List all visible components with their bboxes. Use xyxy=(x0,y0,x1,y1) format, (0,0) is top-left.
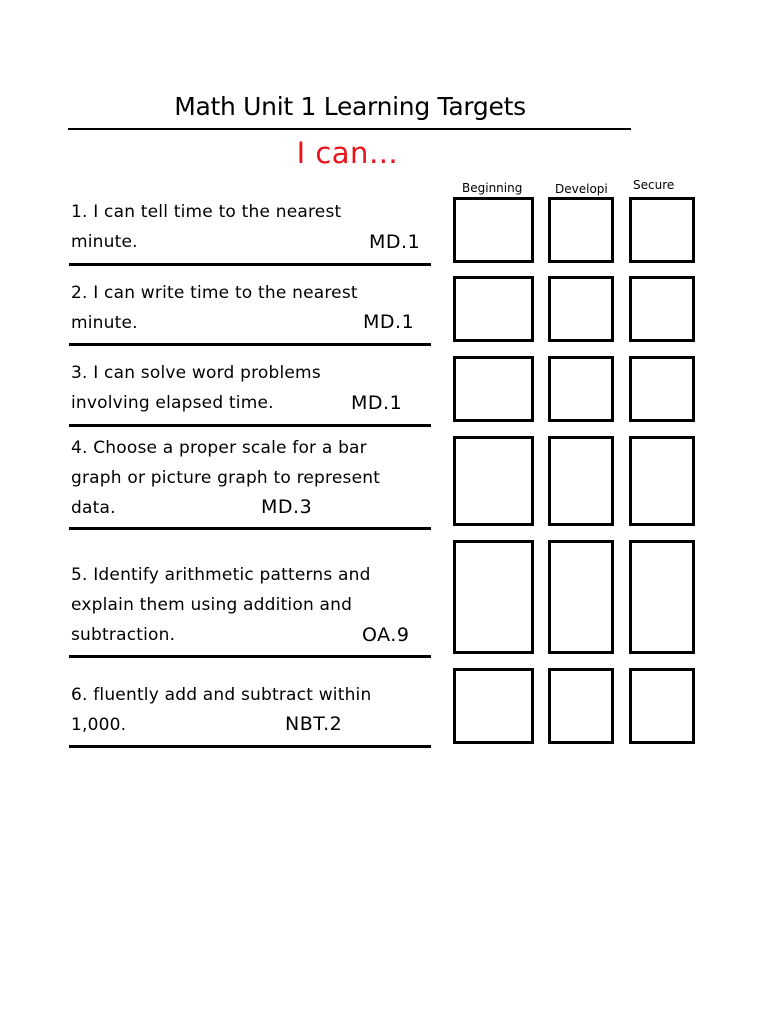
checkbox-developing-target-2[interactable] xyxy=(548,276,614,342)
learning-target-text: graph or picture graph to represent xyxy=(71,468,381,488)
checkbox-beginning-target-3[interactable] xyxy=(453,356,534,422)
checkbox-beginning-target-6[interactable] xyxy=(453,668,534,744)
learning-target-text: data. xyxy=(71,498,116,518)
standard-code: MD.3 xyxy=(261,496,313,518)
column-header-secure: Secure xyxy=(633,178,675,192)
column-header-developing: Developi xyxy=(555,182,608,196)
learning-target-text: 2. I can write time to the nearest xyxy=(71,283,358,303)
learning-target-text: 3. I can solve word problems xyxy=(71,363,321,383)
learning-target-5 xyxy=(69,560,431,658)
checkbox-secure-target-4[interactable] xyxy=(629,436,695,526)
page-title: Math Unit 1 Learning Targets xyxy=(174,92,526,121)
checkbox-developing-target-1[interactable] xyxy=(548,197,614,263)
standard-code: NBT.2 xyxy=(285,713,343,735)
page-subtitle: I can… xyxy=(296,136,399,170)
standard-code: OA.9 xyxy=(362,624,410,646)
learning-target-text: 5. Identify arithmetic patterns and xyxy=(71,565,371,585)
column-header-beginning: Beginning xyxy=(462,181,523,195)
checkbox-developing-target-6[interactable] xyxy=(548,668,614,744)
learning-target-6 xyxy=(69,680,431,748)
learning-target-4 xyxy=(69,433,431,530)
learning-target-text: 4. Choose a proper scale for a bar xyxy=(71,438,367,458)
learning-target-text: 6. fluently add and subtract within xyxy=(71,685,372,705)
learning-target-text: subtraction. xyxy=(71,625,176,645)
checkbox-beginning-target-1[interactable] xyxy=(453,197,534,263)
title-underline xyxy=(68,128,631,130)
learning-target-text: minute. xyxy=(71,313,138,333)
learning-target-2 xyxy=(69,278,431,346)
checkbox-beginning-target-5[interactable] xyxy=(453,540,534,654)
learning-target-text: minute. xyxy=(71,232,138,252)
checkbox-secure-target-3[interactable] xyxy=(629,356,695,422)
standard-code: MD.1 xyxy=(369,231,421,253)
checkbox-developing-target-5[interactable] xyxy=(548,540,614,654)
learning-target-text: 1,000. xyxy=(71,715,127,735)
checkbox-developing-target-4[interactable] xyxy=(548,436,614,526)
learning-target-3 xyxy=(69,358,431,427)
learning-target-text: 1. I can tell time to the nearest xyxy=(71,202,342,222)
checkbox-secure-target-1[interactable] xyxy=(629,197,695,263)
learning-target-1 xyxy=(69,197,431,266)
standard-code: MD.1 xyxy=(363,311,415,333)
checkbox-secure-target-5[interactable] xyxy=(629,540,695,654)
checkbox-beginning-target-4[interactable] xyxy=(453,436,534,526)
learning-target-text: involving elapsed time. xyxy=(71,393,274,413)
checkbox-beginning-target-2[interactable] xyxy=(453,276,534,342)
standard-code: MD.1 xyxy=(351,392,403,414)
learning-target-text: explain them using addition and xyxy=(71,595,353,615)
checkbox-secure-target-2[interactable] xyxy=(629,276,695,342)
checkbox-secure-target-6[interactable] xyxy=(629,668,695,744)
checkbox-developing-target-3[interactable] xyxy=(548,356,614,422)
